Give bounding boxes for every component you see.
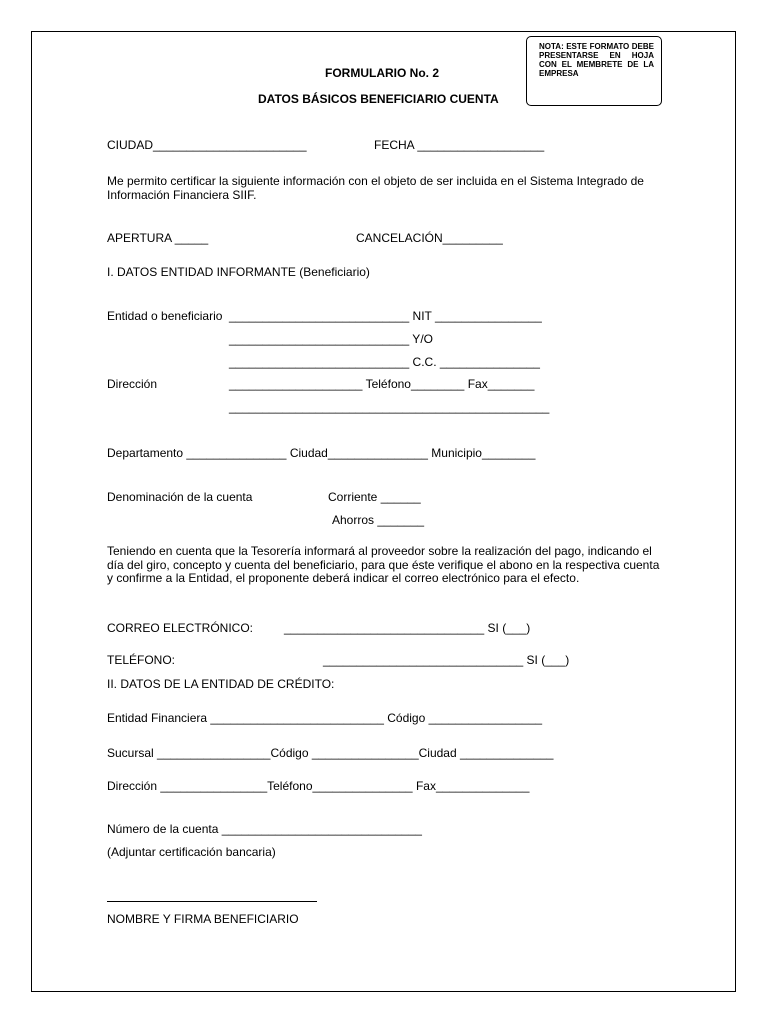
telefono-line: ______________________________ SI (___) (323, 653, 570, 667)
entidad-financiera-line: Entidad Financiera __________________________ Código _________________ (107, 711, 543, 725)
apertura-field: APERTURA _____ (107, 231, 209, 245)
direccion-telefono-fax-line: ____________________ Teléfono________ Fax_______ (229, 377, 535, 391)
form-title: FORMULARIO No. 2 (325, 66, 439, 80)
signature-label: NOMBRE Y FIRMA BENEFICIARIO (107, 912, 299, 926)
direccion-credito-line: Dirección ________________Teléfono_______________ Fax______________ (107, 779, 530, 793)
entidad-label: Entidad o beneficiario (107, 309, 223, 323)
direccion-extra-line: ________________________________________________ (229, 400, 550, 414)
correo-line: ______________________________ SI (___) (284, 621, 531, 635)
departamento-ciudad-municipio: Departamento _______________ Ciudad_______________ Municipio________ (107, 446, 536, 460)
correo-label: CORREO ELECTRÓNICO: (107, 621, 254, 635)
yo-line: ___________________________ Y/O (229, 332, 433, 346)
tesoreria-paragraph: Teniendo en cuenta que la Tesorería informará al proveedor sobre la realización del pago, indicando el día del giro, concepto y cuenta del beneficiario, para que éste verifique el abono en la respectiva cuenta y confirme a la Entidad, el proponente deberá indicar el correo electrónico para el efecto. (107, 544, 660, 585)
signature-line (107, 901, 317, 902)
form-subtitle: DATOS BÁSICOS BENEFICIARIO CUENTA (258, 92, 499, 106)
ahorros-field: Ahorros _______ (332, 513, 425, 527)
format-note-box: NOTA: ESTE FORMATO DEBE PRESENTARSE EN HOJA CON EL MEMBRETE DE LA EMPRESA (526, 36, 662, 106)
corriente-field: Corriente ______ (328, 490, 421, 504)
section-2-heading: II. DATOS DE LA ENTIDAD DE CRÉDITO: (107, 677, 335, 691)
ciudad-field: CIUDAD_______________________ (107, 138, 307, 152)
fecha-field: FECHA ___________________ (374, 138, 545, 152)
cc-line: ___________________________ C.C. _______________ (229, 355, 540, 369)
intro-paragraph: Me permito certificar la siguiente información con el objeto de ser incluida en el Sistema Integrado de Información Financiera SIIF. (107, 174, 644, 202)
denominacion-label: Denominación de la cuenta (107, 490, 253, 504)
cancelacion-field: CANCELACIÓN_________ (356, 231, 503, 245)
adjuntar-note: (Adjuntar certificación bancaria) (107, 845, 276, 859)
sucursal-line: Sucursal _________________Código ________________Ciudad ______________ (107, 746, 554, 760)
telefono-label: TELÉFONO: (107, 653, 176, 667)
entidad-nit-line: ___________________________ NIT ________________ (229, 309, 542, 323)
numero-cuenta-line: Número de la cuenta ______________________________ (107, 822, 422, 836)
section-1-heading: I. DATOS ENTIDAD INFORMANTE (Beneficiario) (107, 265, 370, 279)
direccion-label: Dirección (107, 377, 158, 391)
